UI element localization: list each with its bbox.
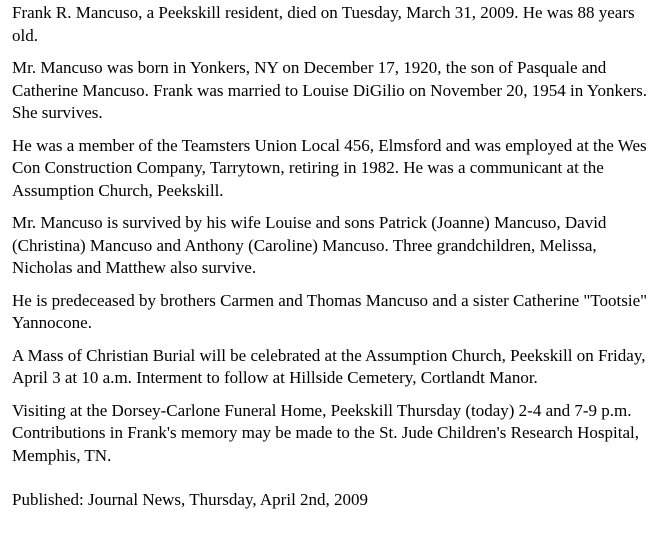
- obituary-paragraph-survivors: Mr. Mancuso is survived by his wife Louise and sons Patrick (Joanne) Mancuso, David (Christina) Mancuso and Anthony (Caroline) Mancuso. Three grandchildren, Melissa, Nicholas and Matthew also survive.: [12, 213, 607, 277]
- obituary-paragraph-employment: He was a member of the Teamsters Union Local 456, Elmsford and was employed at the Wes Con Construction Company, Tarrytown, retiring in 1982. He was a communicant at the Assumption Church, Peekskill.: [12, 135, 647, 200]
- obituary-text: [12, 2, 650, 512]
- obituary-paragraph-birth-marriage: Mr. Mancuso was born in Yonkers, NY on December 17, 1920, the son of Pasquale and Catherine Mancuso. Frank was married to Louise DiGilio on November 20, 1954 in Yonkers. She survives.: [12, 58, 648, 122]
- obituary-paragraph-predeceased: He is predeceased by brothers Carmen and Thomas Mancuso and a sister Catherine "Tootsie" Yannocone.: [12, 290, 648, 332]
- obituary-paragraph-visiting: Visiting at the Dorsey-Carlone Funeral Home, Peekskill Thursday (today) 2-4 and 7-9 p.m. Contributions in Frank's memory may be made to the St. Jude Children's Research Hospital, Memphis, TN.: [12, 400, 640, 465]
- obituary-paragraph-death-notice: Frank R. Mancuso, a Peekskill resident, died on Tuesday, March 31, 2009. He was 88 years old.: [12, 3, 635, 45]
- obituary-paragraph-mass: A Mass of Christian Burial will be celebrated at the Assumption Church, Peekskill on Friday, April 3 at 10 a.m. Interment to follow at Hillside Cemetery, Cortlandt Manor.: [12, 345, 646, 387]
- published-line: Published: Journal News, Thursday, April 2nd, 2009: [12, 490, 369, 509]
